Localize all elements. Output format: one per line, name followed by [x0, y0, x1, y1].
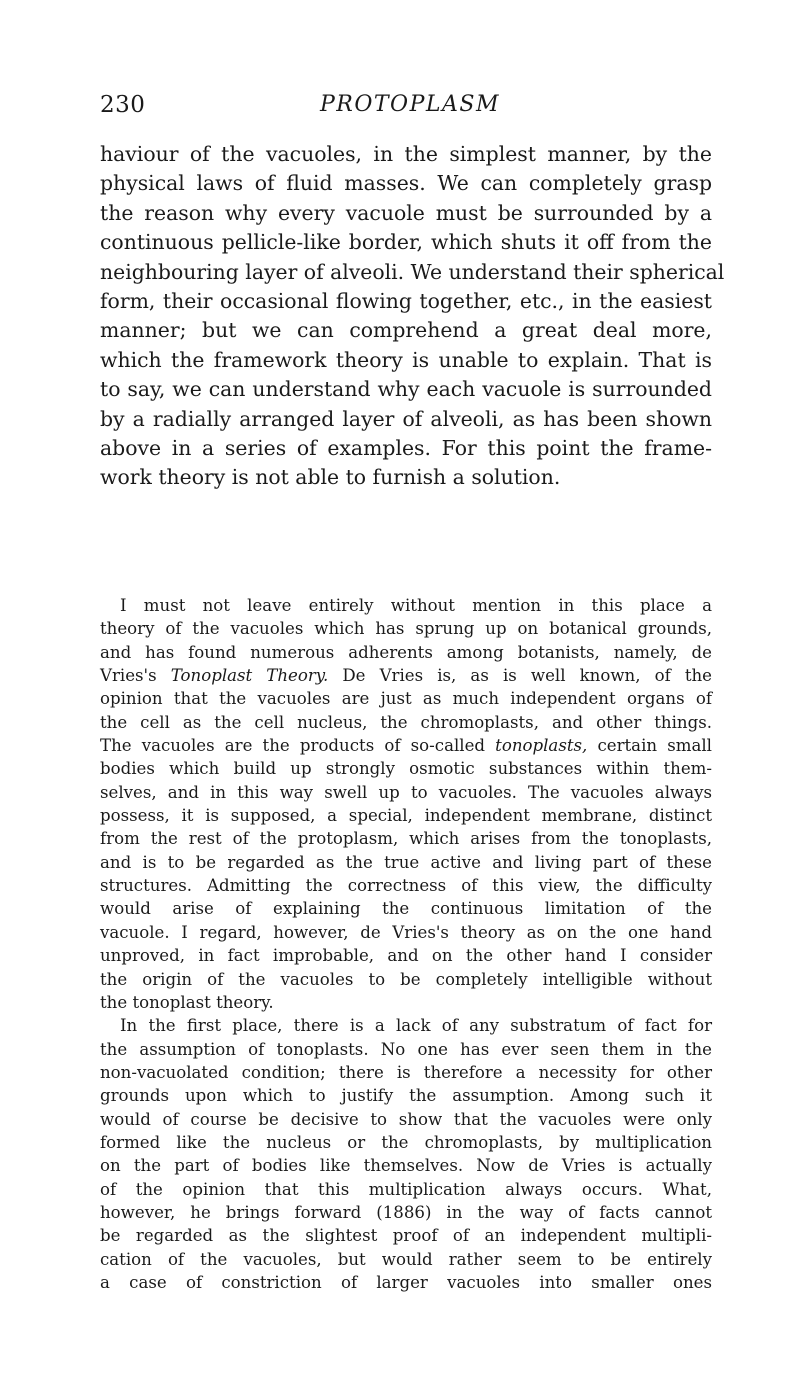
italic-term: tonoplasts, [495, 736, 588, 756]
text-line: the assumption of tonoplasts. No one has ever seen them in the [100, 1039, 712, 1059]
text-line: In the first place, there is a lack of any substratum of fact for [120, 1016, 712, 1036]
text-line: cation of the vacuoles, but would rather seem to be entirely [100, 1249, 712, 1269]
text-line: above in a series of examples. For this point the frame- [100, 436, 712, 461]
text-line: the tonoplast theory. [100, 992, 274, 1012]
italic-title: Tonoplast Theory. [170, 666, 329, 686]
text-line: form, their occasional flowing together, etc., in the easiest [100, 289, 712, 314]
text-line: physical laws of fluid masses. We can completely grasp [100, 171, 712, 196]
text-line: the cell as the cell nucleus, the chromoplasts, and other things. [100, 712, 712, 732]
text-line: would arise of explaining the continuous limitation of the [100, 899, 712, 919]
text-line: opinion that the vacuoles are just as much independent organs of [100, 689, 712, 709]
text-run: certain small [587, 736, 712, 756]
text-run: The vacuoles are the products of so-called [100, 736, 496, 756]
running-title: PROTOPLASM [319, 92, 500, 117]
text-line: and is to be regarded as the true active and living part of these [100, 852, 712, 872]
text-line: to say, we can understand why each vacuole is surrounded [100, 377, 712, 402]
text-line: possess, it is supposed, a special, independent membrane, distinct [100, 806, 712, 826]
text-line [100, 734, 712, 757]
text-line: a case of constriction of larger vacuoles into smaller ones [100, 1272, 712, 1292]
text-line [100, 664, 712, 687]
text-line: haviour of the vacuoles, in the simplest manner, by the [100, 142, 712, 166]
text-line: be regarded as the slightest proof of an independent multipli- [100, 1226, 712, 1246]
text-line: work theory is not able to furnish a solution. [100, 465, 561, 490]
text-line: vacuole. I regard, however, de Vries's theory as on the one hand [100, 922, 712, 942]
text-line: by a radially arranged layer of alveoli, as has been shown [100, 406, 712, 431]
text-line: structures. Admitting the correctness of this view, the difficulty [100, 876, 712, 896]
text-run: De Vries is, as is well known, of the [328, 666, 713, 686]
text-line: the origin of the vacuoles to be completely intelligible without [100, 969, 712, 989]
text-line: unproved, in fact improbable, and on the other hand I consider [100, 946, 712, 966]
text-line: selves, and in this way swell up to vacuoles. The vacuoles always [100, 782, 712, 802]
text-line: formed like the nucleus or the chromoplasts, by multiplication [100, 1132, 712, 1152]
paragraph-large-type [100, 140, 725, 493]
text-line: neighbouring layer of alveoli. We understand their spherical [100, 259, 725, 284]
paragraph-small-type [100, 594, 712, 1294]
text-line: on the part of bodies like themselves. Now de Vries is actually [100, 1156, 712, 1176]
text-line: which the framework theory is unable to explain. That is [100, 347, 712, 372]
text-line: from the rest of the protoplasm, which arises from the tonoplasts, [100, 829, 712, 849]
text-line: the reason why every vacuole must be surrounded by a [100, 200, 712, 225]
text-line: continuous pellicle-like border, which shuts it off from the [100, 230, 712, 255]
text-line: of the opinion that this multiplication always occurs. What, [100, 1179, 712, 1199]
text-line: non-vacuolated condition; there is therefore a necessity for other [100, 1062, 712, 1082]
text-line: grounds upon which to justify the assumption. Among such it [100, 1086, 712, 1106]
text-line: however, he brings forward (1886) in the way of facts cannot [100, 1202, 712, 1222]
text-line: theory of the vacuoles which has sprung up on botanical grounds, [100, 619, 712, 639]
page-number: 230 [100, 92, 146, 118]
page-header [100, 92, 720, 132]
text-line: and has found numerous adherents among botanists, namely, de [100, 642, 712, 662]
text-line: would of course be decisive to show that the vacuoles were only [100, 1109, 712, 1129]
text-line: bodies which build up strongly osmotic substances within them- [100, 759, 712, 779]
text-line: manner; but we can comprehend a great deal more, [100, 318, 712, 343]
text-line: I must not leave entirely without mention in this place a [120, 596, 712, 615]
text-run: Vries's [100, 666, 171, 686]
